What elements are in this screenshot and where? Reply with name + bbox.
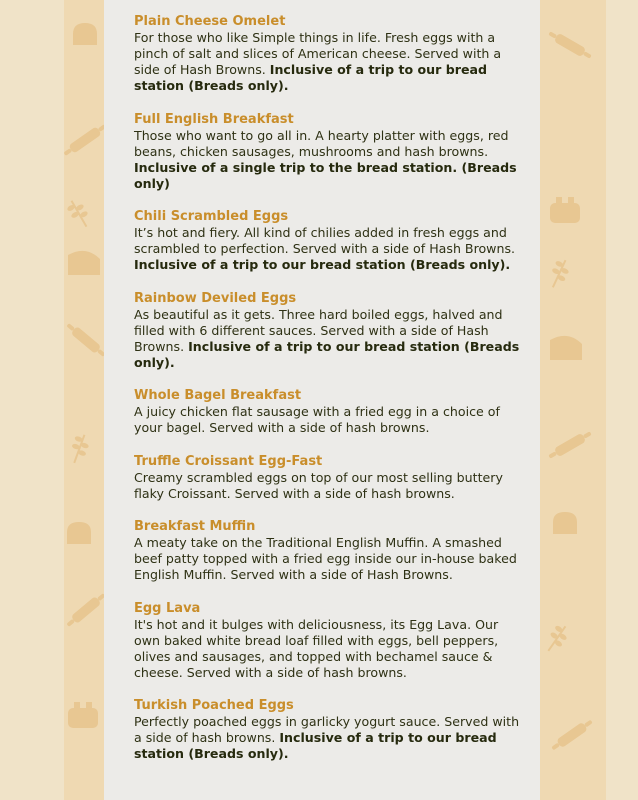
menu-item-description-text: For those who like Simple things in life. Fresh eggs with a pinch of salt and slices of American cheese. Served with a side of Hash Browns. xyxy=(134,30,502,77)
menu-item xyxy=(134,209,520,273)
menu-item-title: Plain Cheese Omelet xyxy=(134,14,286,29)
toaster-icon xyxy=(66,700,100,730)
menu-item-description-text: Perfectly poached eggs in garlicky yogurt sauce. Served with a side of hash browns. xyxy=(134,714,520,745)
menu-item-description-text: A meaty take on the Traditional English Muffin. A smashed beef patty topped with a fried egg inside our in-house baked English Muffin. Served with a side of Hash Browns. xyxy=(134,535,517,582)
menu-item-note: Inclusive of a trip to our bread station (Breads only). xyxy=(134,62,488,93)
menu-item-title: Chili Scrambled Eggs xyxy=(134,209,289,224)
menu-item xyxy=(134,291,520,371)
menu-item-description-text: Those who want to go all in. A hearty platter with eggs, red beans, chicken sausages, mushrooms and hash browns. xyxy=(134,127,509,159)
menu-item-title: Rainbow Deviled Eggs xyxy=(134,290,297,306)
menu-item-description xyxy=(134,404,520,436)
cake-slice-icon xyxy=(66,245,102,279)
bread-loaf-icon xyxy=(550,510,580,536)
menu-item-description xyxy=(134,307,520,371)
menu-item-title: Whole Bagel Breakfast xyxy=(134,388,302,403)
menu-item-title: Full English Breakfast xyxy=(134,111,294,127)
menu-list xyxy=(134,14,520,780)
menu-item-description-text: As beautiful as it gets. Three hard boiled eggs, halved and filled with 6 different sauces. Served with a side of Hash Browns. xyxy=(134,306,503,354)
menu-item-note: Inclusive of a trip to our bread station (Breads only). xyxy=(134,257,511,272)
menu-item-note: Inclusive of a trip to our bread station (Breads only). xyxy=(134,338,520,370)
menu-item xyxy=(134,454,520,502)
menu-item-note: Inclusive of a single trip to the bread station. (Breads only) xyxy=(134,159,517,191)
menu-item-description xyxy=(134,30,520,94)
menu-item-description xyxy=(134,225,520,273)
toaster-icon xyxy=(548,195,582,225)
menu-item-title: Breakfast Muffin xyxy=(134,519,256,534)
menu-item-description xyxy=(134,617,520,681)
menu-item xyxy=(134,698,520,762)
right-pattern-strip xyxy=(540,0,606,800)
menu-item xyxy=(134,388,520,436)
menu-item-description xyxy=(134,470,520,502)
menu-item xyxy=(134,112,520,192)
cake-slice-icon xyxy=(548,330,584,364)
menu-item-description xyxy=(134,128,520,192)
menu-item-description xyxy=(134,535,520,583)
menu-item xyxy=(134,14,520,94)
menu-item-description xyxy=(134,714,520,762)
menu-item xyxy=(134,601,520,681)
menu-item-description-text: A juicy chicken flat sausage with a fried egg in a choice of your bagel. Served with a side of hash browns. xyxy=(134,404,500,435)
bread-loaf-icon xyxy=(64,520,94,546)
bread-loaf-icon xyxy=(70,20,100,48)
menu-item-note: Inclusive of a trip to our bread station (Breads only). xyxy=(134,730,497,761)
menu-item-title: Truffle Croissant Egg-Fast xyxy=(134,453,323,469)
menu-item-title: Egg Lava xyxy=(134,600,201,616)
menu-item-title: Turkish Poached Eggs xyxy=(134,698,294,713)
menu-item xyxy=(134,519,520,583)
menu-item-description-text: Creamy scrambled eggs on top of our most selling buttery flaky Croissant. Served with a side of hash browns. xyxy=(134,469,503,501)
menu-item-description-text: It's hot and it bulges with deliciousness, its Egg Lava. Our own baked white bread loaf filled with eggs, bell peppers, olives and sausages, and topped with bechamel sauce & cheese. Served with a side of hash browns. xyxy=(134,616,499,680)
menu-item-description-text: It’s hot and fiery. All kind of chilies added in fresh eggs and scrambled to perfection. Served with a side of Hash Browns. xyxy=(134,225,516,256)
